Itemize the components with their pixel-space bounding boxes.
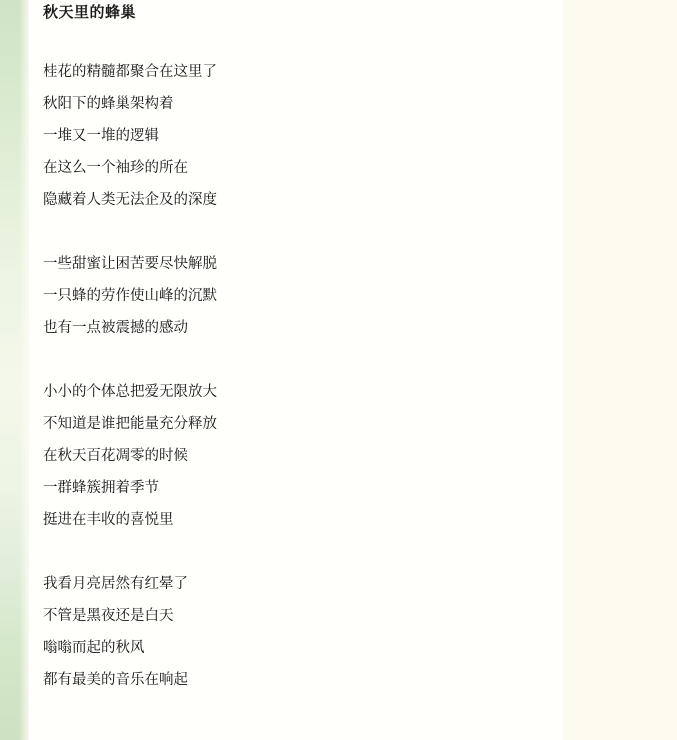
stanza [38,376,563,536]
stanza [38,56,563,216]
left-gradient-edge [0,0,29,740]
poem-line: 不知道是谁把能量充分释放 [43,416,217,432]
poem-line: 嗡嗡而起的秋风 [43,640,145,656]
poem-line: 挺进在丰收的喜悦里 [43,512,174,528]
poem-line: 一群蜂簇拥着季节 [43,480,159,496]
poem-line: 也有一点被震撼的感动 [43,320,188,336]
poem-body [38,22,563,696]
poem-line: 不管是黑夜还是白天 [43,608,174,624]
poem-line: 都有最美的音乐在响起 [43,672,188,688]
poem-line: 一只蜂的劳作使山峰的沉默 [43,288,217,304]
document-content [29,0,563,740]
stanza [38,568,563,696]
poem-line: 一些甜蜜让困苦要尽快解脱 [43,256,217,272]
poem-line: 隐藏着人类无法企及的深度 [43,192,217,208]
poem-line: 在秋天百花凋零的时候 [43,448,188,464]
poem-line: 桂花的精髓都聚合在这里了 [43,64,217,80]
poem-line: 一堆又一堆的逻辑 [43,128,159,144]
poem-line: 秋阳下的蜂巢架构着 [43,96,174,112]
poem-line: 小小的个体总把爱无限放大 [43,384,217,400]
page-title: 秋天里的蜂巢 [43,3,137,21]
poem-line: 我看月亮居然有红晕了 [43,576,188,592]
edge-fade [19,0,29,740]
right-margin-strip [563,0,677,740]
stanza [38,248,563,344]
poem-line: 在这么一个袖珍的所在 [43,160,188,176]
